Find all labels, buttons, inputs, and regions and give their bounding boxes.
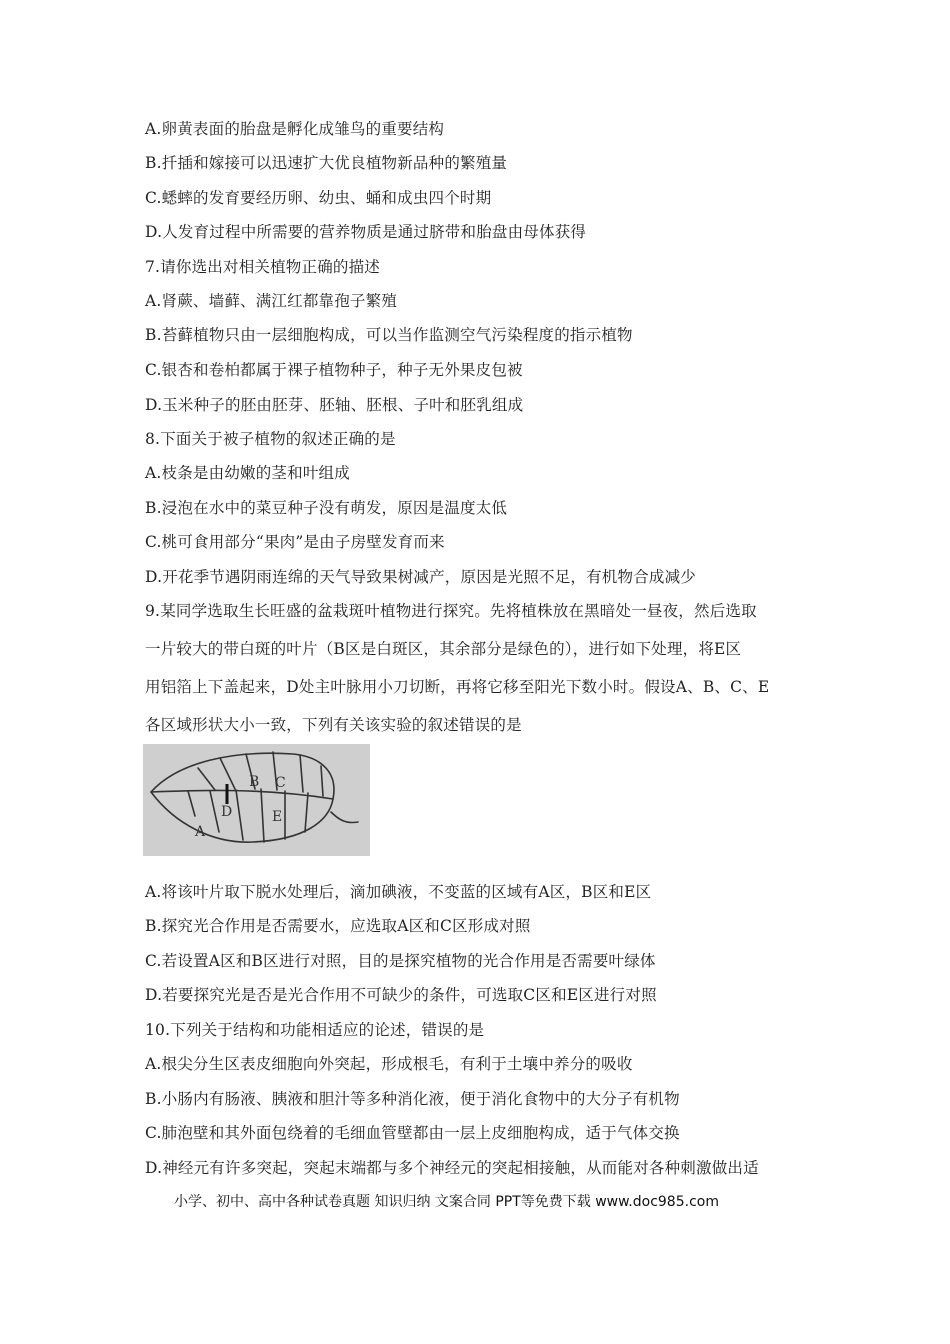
leaf-vein: [210, 791, 219, 832]
option-10c: C.肺泡壁和其外面包绕着的毛细血管壁都由一层上皮细胞构成，适于气体交换: [145, 1124, 680, 1142]
option-6d: D.人发育过程中所需要的营养物质是通过脐带和胎盘由母体获得: [145, 223, 587, 241]
option-8c: C.桃可食用部分“果肉”是由子房壁发育而来: [145, 533, 445, 551]
leaf-vein: [321, 766, 323, 796]
option-9d: D.若要探究光是否是光合作用不可缺少的条件，可选取C区和E区进行对照: [145, 986, 657, 1004]
label-b: B: [249, 774, 260, 790]
option-7d: D.玉米种子的胚由胚芽、胚轴、胚根、子叶和胚乳组成: [145, 396, 524, 414]
option-8d: D.开花季节遇阴雨连绵的天气导致果树减产，原因是光照不足，有机物合成减少: [145, 568, 697, 586]
question-9-line-2: 一片较大的带白斑的叶片（B区是白斑区，其余部分是绿色的），进行如下处理，将E区: [145, 640, 742, 658]
option-8b: B.浸泡在水中的菜豆种子没有萌发，原因是温度太低: [145, 499, 508, 517]
leaf-vein: [188, 791, 195, 816]
option-6c: C.蟋蟀的发育要经历卵、幼虫、蛹和成虫四个时期: [145, 189, 492, 207]
question-9-line-1: 9.某同学选取生长旺盛的盆栽斑叶植物进行探究。先将植株放在黑暗处一昼夜，然后选取: [145, 602, 757, 620]
label-a: A: [195, 824, 206, 840]
option-6a: A.卵黄表面的胎盘是孵化成雏鸟的重要结构: [145, 120, 445, 138]
option-8a: A.枝条是由幼嫩的茎和叶组成: [145, 464, 350, 482]
leaf-midrib: [151, 790, 333, 799]
option-9c: C.若设置A区和B区进行对照，目的是探究植物的光合作用是否需要叶绿体: [145, 952, 656, 970]
label-c: C: [275, 775, 286, 791]
label-d: D: [221, 804, 233, 820]
option-9a: A.将该叶片取下脱水处理后，滴加碘液，不变蓝的区域有A区，B区和E区: [145, 883, 652, 901]
leaf-vein: [261, 789, 264, 842]
label-e: E: [272, 809, 283, 825]
option-7b: B.苔藓植物只由一层细胞构成，可以当作监测空气污染程度的指示植物: [145, 326, 633, 344]
question-9-line-4: 各区域形状大小一致，下列有关该实验的叙述错误的是: [145, 716, 522, 734]
leaf-vein: [198, 768, 215, 790]
question-10: 10.下列关于结构和功能相适应的论述，错误的是: [145, 1021, 485, 1039]
option-7a: A.肾蕨、墙藓、满江红都靠孢子繁殖: [145, 292, 398, 310]
leaf-diagram-svg: [143, 744, 370, 856]
option-10a: A.根尖分生区表皮细胞向外突起，形成根毛，有利于土壤中养分的吸收: [145, 1055, 633, 1073]
leaf-vein: [236, 790, 243, 840]
leaf-stalk: [331, 812, 358, 823]
question-8: 8.下面关于被子植物的叙述正确的是: [145, 430, 396, 448]
question-7: 7.请你选出对相关植物正确的描述: [145, 258, 380, 276]
footer-banner: 小学、初中、高中各种试卷真题 知识归纳 文案合同 PPT等免费下载 www.doc985.com: [174, 1194, 719, 1210]
option-7c: C.银杏和卷柏都属于裸子植物种子，种子无外果皮包被: [145, 361, 523, 379]
leaf-vein: [305, 793, 308, 832]
option-9b: B.探究光合作用是否需要水，应选取A区和C区形成对照: [145, 917, 531, 935]
leaf-vein: [300, 755, 303, 792]
leaf-diagram: [143, 744, 370, 856]
option-6b: B.扦插和嫁接可以迅速扩大优良植物新品种的繁殖量: [145, 154, 508, 172]
option-10b: B.小肠内有肠液、胰液和胆汁等多种消化液，便于消化食物中的大分子有机物: [145, 1090, 680, 1108]
question-9-line-3: 用铝箔上下盖起来，D处主叶脉用小刀切断，再将它移至阳光下数小时。假设A、B、C、E: [145, 678, 770, 696]
option-10d: D.神经元有许多突起，突起末端都与多个神经元的突起相接触，从而能对各种刺激做出适: [145, 1159, 759, 1177]
leaf-outline: [151, 753, 334, 842]
